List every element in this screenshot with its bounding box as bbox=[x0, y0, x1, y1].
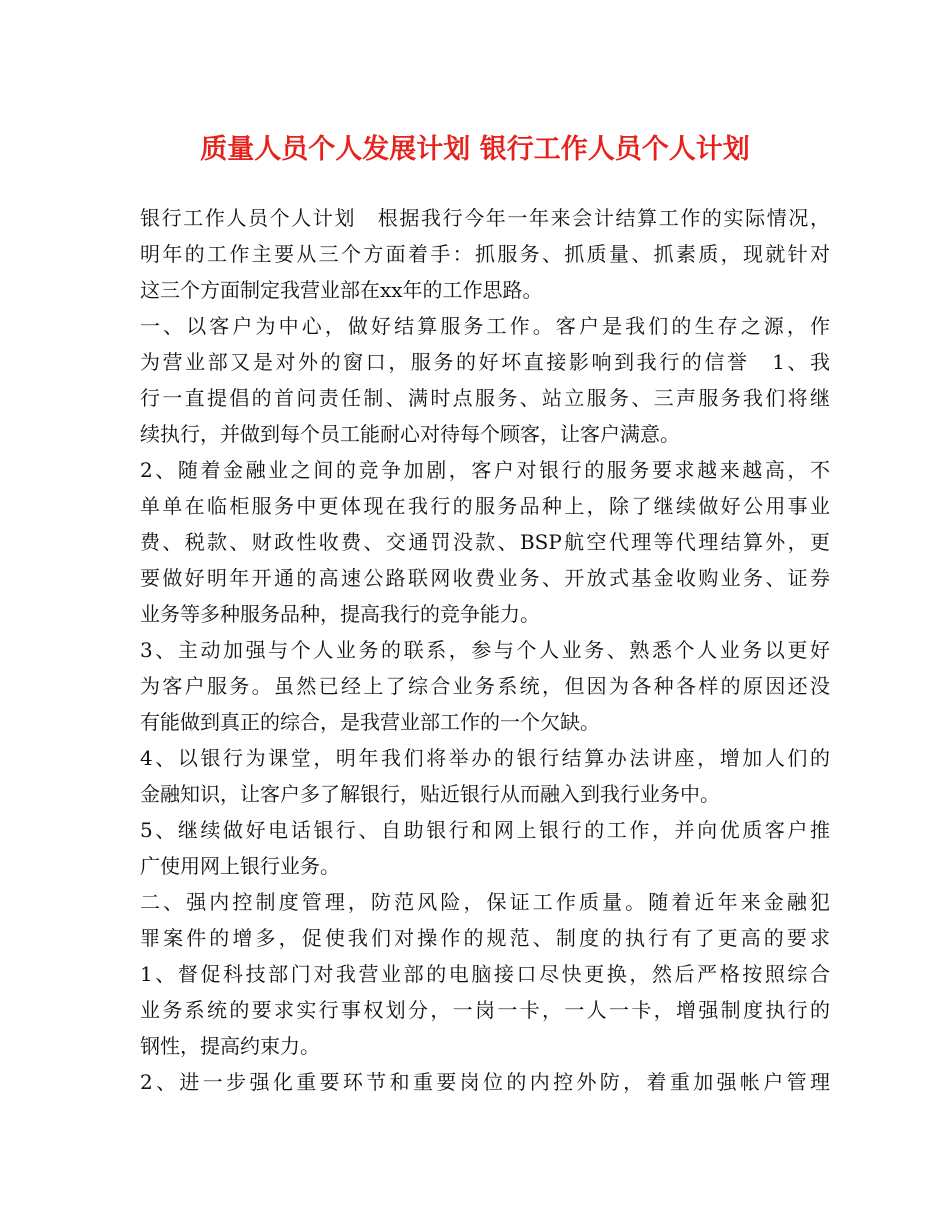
text-line: 这三个方面制定我营业部在xx年的工作思路。 bbox=[140, 278, 543, 302]
text-line: 要做好明年开通的高速公路联网收费业务、开放式基金收购业务、证券 bbox=[140, 566, 830, 590]
text-line: 金融知识，让客户多了解银行，贴近银行从而融入到我行业务中。 bbox=[140, 782, 720, 806]
text-line: 2、随着金融业之间的竞争加剧，客户对银行的服务要求越来越高，不 bbox=[140, 458, 830, 482]
text-line: 业务等多种服务品种，提高我行的竞争能力。 bbox=[140, 602, 540, 626]
page-title: 质量人员个人发展计划 银行工作人员个人计划 bbox=[200, 134, 750, 165]
text-line: 明年的工作主要从三个方面着手：抓服务、抓质量、抓素质，现就针对 bbox=[140, 242, 830, 266]
text-line: 为营业部又是对外的窗口，服务的好坏直接影响到我行的信誉 1、我 bbox=[140, 350, 830, 374]
text-line: 业务系统的要求实行事权划分，一岗一卡，一人一卡，增强制度执行的 bbox=[140, 998, 830, 1022]
text-line: 续执行，并做到每个员工能耐心对待每个顾客，让客户满意。 bbox=[140, 422, 680, 446]
text-line: 5、继续做好电话银行、自助银行和网上银行的工作，并向优质客户推 bbox=[140, 818, 830, 842]
text-line: 二、强内控制度管理，防范风险，保证工作质量。随着近年来金融犯 bbox=[140, 890, 830, 914]
text-line: 有能做到真正的综合，是我营业部工作的一个欠缺。 bbox=[140, 710, 600, 734]
text-line: 罪案件的增多，促使我们对操作的规范、制度的执行有了更高的要求 bbox=[140, 926, 830, 950]
text-line: 4、以银行为课堂，明年我们将举办的银行结算办法讲座，增加人们的 bbox=[140, 746, 830, 770]
text-line: 费、税款、财政性收费、交通罚没款、BSP航空代理等代理结算外，更 bbox=[140, 530, 830, 554]
text-line: 银行工作人员个人计划 根据我行今年一年来会计结算工作的实际情况， bbox=[140, 206, 830, 230]
text-line: 一、以客户为中心，做好结算服务工作。客户是我们的生存之源，作 bbox=[140, 314, 830, 338]
text-line: 行一直提倡的首问责任制、满时点服务、站立服务、三声服务我们将继 bbox=[140, 386, 830, 410]
document-body bbox=[140, 200, 830, 1100]
text-line: 2、进一步强化重要环节和重要岗位的内控外防，着重加强帐户管理 bbox=[140, 1070, 830, 1094]
text-line: 单单在临柜服务中更体现在我行的服务品种上，除了继续做好公用事业 bbox=[140, 494, 830, 518]
text-line: 为客户服务。虽然已经上了综合业务系统，但因为各种各样的原因还没 bbox=[140, 674, 830, 698]
text-line: 1、督促科技部门对我营业部的电脑接口尽快更换，然后严格按照综合 bbox=[140, 962, 830, 986]
text-line: 广使用网上银行业务。 bbox=[140, 854, 340, 878]
text-line: 钢性，提高约束力。 bbox=[140, 1034, 320, 1058]
text-line: 3、主动加强与个人业务的联系，参与个人业务、熟悉个人业务以更好 bbox=[140, 638, 830, 662]
